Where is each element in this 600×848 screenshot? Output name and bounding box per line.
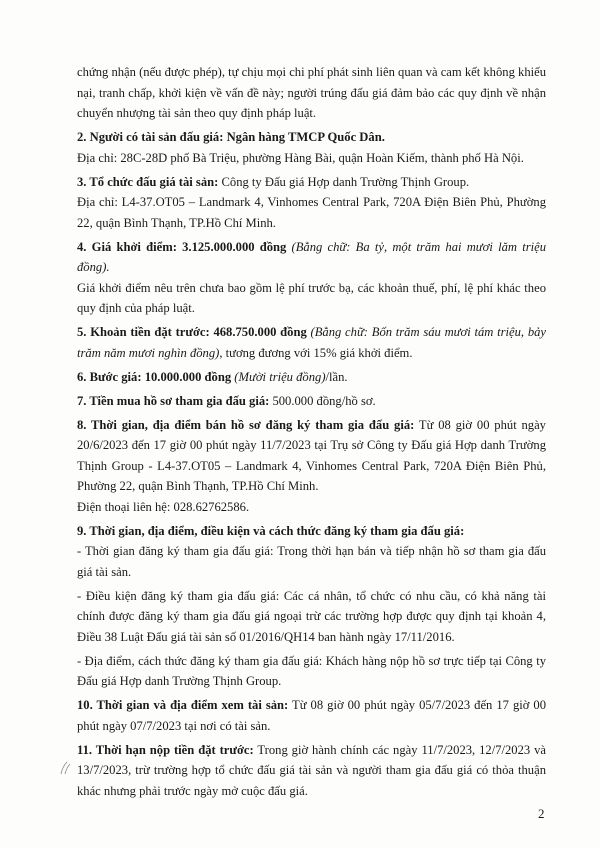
- margin-pen-mark: [58, 760, 72, 776]
- section-5: 5. Khoản tiền đặt trước: 468.750.000 đồng (Bằng chữ: Bốn trăm sáu mươi tám triệu, bảy trăm năm mươi nghìn đồng), tương đương với 15% giá khởi điểm.: [77, 325, 546, 360]
- section-4-heading: 4. Giá khởi điểm: 3.125.000.000 đồng (Bằng chữ: Ba tỷ, một trăm hai mươi lăm triệu đồng).: [77, 239, 546, 274]
- section-9-time: - Thời gian đăng ký tham gia đấu giá: Trong thời hạn bán và tiếp nhận hồ sơ tham gia đấu giá tài sản.: [77, 544, 546, 579]
- page-number: 2: [538, 806, 545, 821]
- section-8-phone: Điện thoại liên hệ: 028.62762586.: [77, 499, 250, 514]
- section-9-place: - Địa điểm, cách thức đăng ký tham gia đấu giá: Khách hàng nộp hồ sơ trực tiếp tại Công ty Đấu giá Hợp danh Trường Thịnh Group.: [77, 653, 546, 688]
- document-body: [77, 62, 546, 805]
- section-9-heading: 9. Thời gian, địa điểm, điều kiện và cách thức đăng ký tham gia đấu giá:: [77, 523, 465, 538]
- section-3-address: Địa chỉ: L4-37.OT05 – Landmark 4, Vinhomes Central Park, 720A Điện Biên Phủ, Phường 22, quận Bình Thạnh, TP.Hồ Chí Minh.: [77, 195, 546, 230]
- section-8: 8. Thời gian, địa điểm bán hồ sơ đăng ký tham gia đấu giá: Từ 08 giờ 00 phút ngày 20/6/2023 đến 17 giờ 00 phút ngày 11/7/2023 tại Trụ sở Công ty Đấu giá Hợp danh Trường Thịnh Group - L4-37.OT05 – Landmark 4, Vinhomes Central Park, 720A Điện Biên Phủ, Phường 22, quận Bình Thạnh, TP.Hồ Chí Minh.: [77, 417, 546, 493]
- section-2-address: Địa chỉ: 28C-28D phố Bà Triệu, phường Hàng Bài, quận Hoàn Kiếm, thành phố Hà Nội.: [77, 150, 524, 165]
- section-6: 6. Bước giá: 10.000.000 đồng (Mười triệu đồng)/lần.: [77, 369, 348, 384]
- section-2-heading: 2. Người có tài sản đấu giá: Ngân hàng TMCP Quốc Dân.: [77, 130, 385, 144]
- section-11: 11. Thời hạn nộp tiền đặt trước: Trong giờ hành chính các ngày 11/7/2023, 12/7/2023 và 13/7/2023, trừ trường hợp tổ chức đấu giá tài sản và người tham gia đấu giá có thỏa thuận khác nhưng phải trước ngày mở cuộc đấu giá.: [77, 742, 547, 798]
- section-7: 7. Tiền mua hồ sơ tham gia đấu giá: 500.000 đồng/hồ sơ.: [77, 393, 376, 408]
- section-9-condition: - Điều kiện đăng ký tham gia đấu giá: Các cá nhân, tổ chức có nhu cầu, có khả năng tài chính được đăng ký tham gia đấu giá ngoại trừ các trường hợp được quy định tại khoản 4, Điều 38 Luật Đấu giá tài sản số 01/2016/QH14 ban hành ngày 17/11/2016.: [77, 588, 546, 644]
- section-10: 10. Thời gian và địa điểm xem tài sản: Từ 08 giờ 00 phút ngày 05/7/2023 đến 17 giờ 00 phút ngày 07/7/2023 tại nơi có tài sản.: [77, 698, 547, 733]
- intro-paragraph: chứng nhận (nếu được phép), tự chịu mọi chi phí phát sinh liên quan và cam kết không khiếu nại, tranh chấp, khởi kiện về vấn đề này; người trúng đấu giá đảm bảo các quy định về nhận chuyển nhượng tài sản theo quy định pháp luật.: [77, 65, 546, 120]
- section-3-heading: 3. Tổ chức đấu giá tài sản: Công ty Đấu giá Hợp danh Trường Thịnh Group.: [77, 174, 470, 189]
- section-4-note: Giá khởi điểm nêu trên chưa bao gồm lệ phí trước bạ, các khoản thuế, phí, lệ phí khác theo quy định của pháp luật.: [77, 280, 546, 315]
